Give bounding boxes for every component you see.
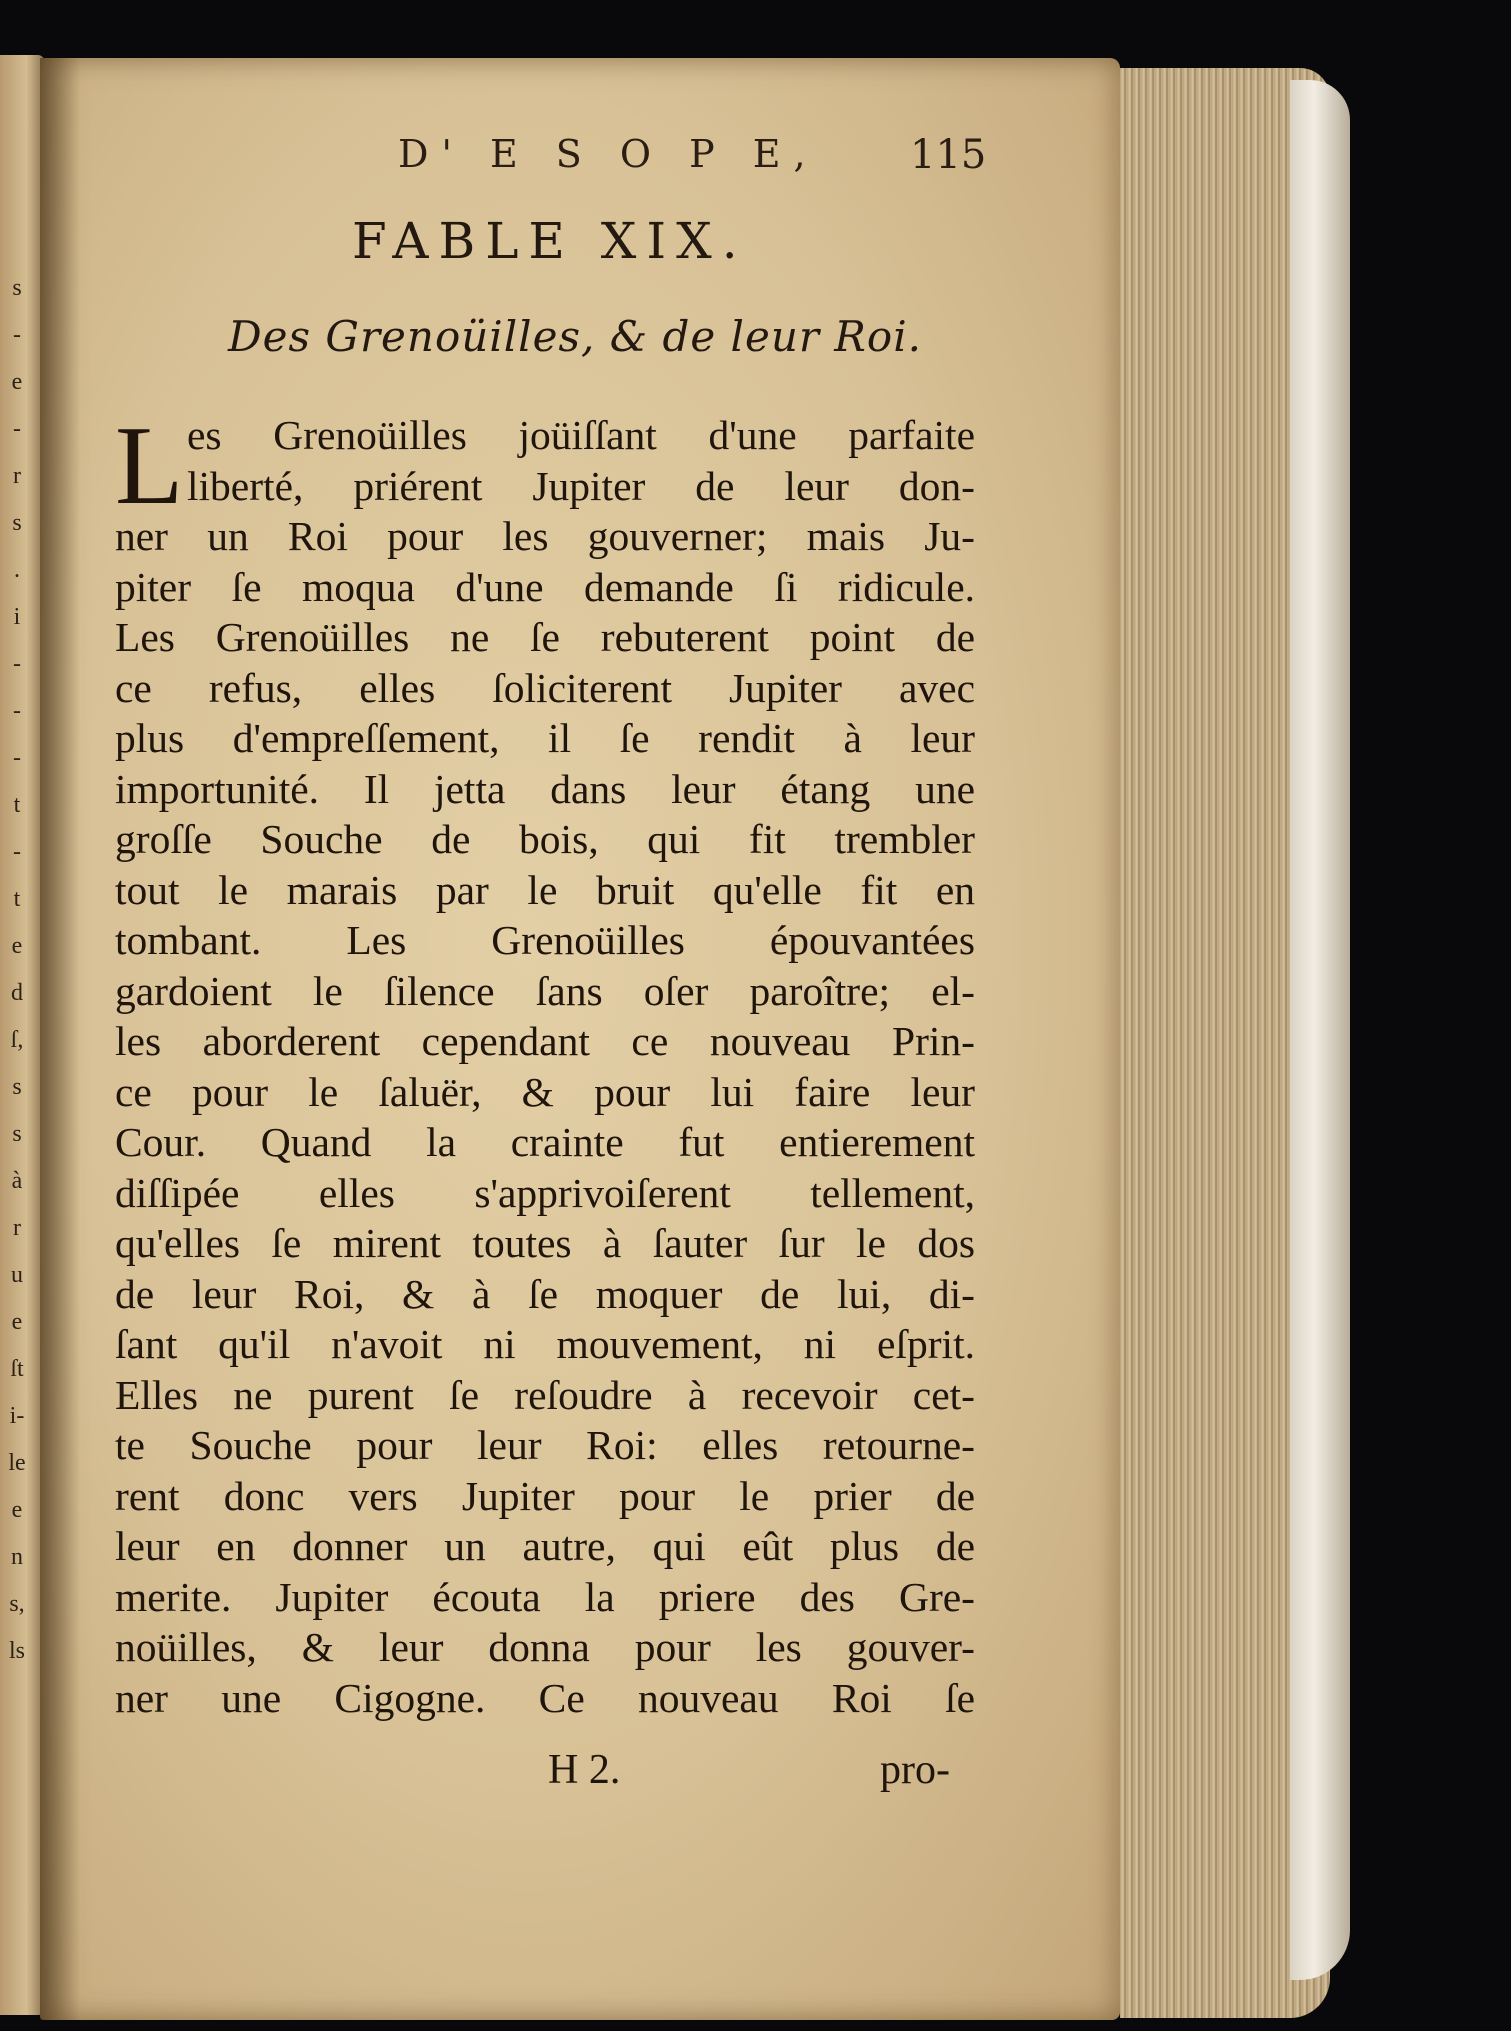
margin-fragment: d bbox=[11, 980, 23, 1006]
fable-text bbox=[115, 404, 975, 1723]
fable-subtitle: Des Grenoüilles, & de leur Roi. bbox=[228, 312, 922, 361]
text-line: piter ſe moqua d'une demande ſi ridicule. bbox=[115, 563, 975, 610]
margin-fragment: à bbox=[11, 1168, 23, 1194]
text-line: ner une Cigogne. Ce nouveau Roi ſe bbox=[115, 1674, 975, 1721]
text-line: tombant. Les Grenoüilles épouvantées bbox=[115, 917, 975, 963]
text-line: ner un Roi pour les gouverner; mais Ju- bbox=[115, 513, 975, 559]
text-line: merite. Jupiter écouta la priere des Gre- bbox=[115, 1573, 975, 1620]
text-line: rent donc vers Jupiter pour le prier de bbox=[115, 1472, 975, 1519]
text-line: groſſe Souche de bois, qui fit trembler bbox=[115, 816, 975, 862]
text-line: Elles ne purent ſe reſoudre à recevoir cet- bbox=[115, 1371, 975, 1418]
text-line: les aborderent cependant ce nouveau Prin- bbox=[115, 1018, 975, 1064]
text-line: plus d'empreſſement, il ſe rendit à leur bbox=[115, 715, 975, 761]
page-gutter-shadow bbox=[40, 58, 80, 2020]
margin-fragment: . bbox=[14, 557, 20, 583]
text-line: ſant qu'il n'avoit ni mouvement, ni eſprit. bbox=[115, 1321, 975, 1367]
margin-fragment: e bbox=[11, 1309, 23, 1335]
text-line: importunité. Il jetta dans leur étang une bbox=[115, 765, 975, 812]
margin-fragment: - bbox=[13, 651, 21, 677]
text-line: liberté, priérent Jupiter de leur don- bbox=[187, 462, 975, 509]
margin-fragment: s bbox=[12, 510, 22, 536]
margin-fragment: r bbox=[13, 463, 21, 489]
margin-fragment: i- bbox=[9, 1403, 25, 1429]
fable-title: FABLE XIX. bbox=[352, 212, 748, 270]
text-line: te Souche pour leur Roi: elles retourne- bbox=[115, 1422, 975, 1468]
text-line: ce pour le ſaluër, & pour lui faire leur bbox=[115, 1068, 975, 1115]
text-line: Cour. Quand la crainte fut entierement bbox=[115, 1119, 975, 1165]
margin-fragment: - bbox=[13, 839, 21, 865]
text-line: es Grenoüilles joüiſſant d'une parfaite bbox=[187, 412, 975, 458]
drop-cap: L bbox=[115, 404, 184, 528]
margin-fragment: i bbox=[13, 604, 21, 630]
text-line: qu'elles ſe mirent toutes à ſauter ſur le dos bbox=[115, 1220, 975, 1266]
text-line: gardoient le ſilence ſans oſer paroître; el- bbox=[115, 967, 975, 1014]
margin-fragment: e bbox=[11, 369, 23, 395]
margin-fragment: n bbox=[11, 1544, 23, 1570]
margin-fragment: - bbox=[13, 698, 21, 724]
margin-fragment: e bbox=[11, 1497, 23, 1523]
margin-fragment: t bbox=[13, 886, 21, 912]
text-line: leur en donner un autre, qui eût plus de bbox=[115, 1523, 975, 1569]
text-line: de leur Roi, & à ſe moquer de lui, di- bbox=[115, 1270, 975, 1317]
text-line: ce refus, elles ſoliciterent Jupiter avec bbox=[115, 664, 975, 711]
margin-fragment: le bbox=[8, 1450, 26, 1476]
margin-fragment: s bbox=[12, 1121, 22, 1147]
margin-fragment: - bbox=[13, 745, 21, 771]
left-margin-fragments bbox=[2, 265, 32, 1675]
margin-fragment: - bbox=[13, 322, 21, 348]
running-head: D' E S O P E, bbox=[398, 132, 819, 176]
margin-fragment: ls bbox=[8, 1638, 25, 1664]
margin-fragment: ſ, bbox=[10, 1027, 24, 1053]
margin-fragment: e bbox=[11, 933, 23, 959]
vellum-binding bbox=[1290, 80, 1350, 1980]
margin-fragment: - bbox=[13, 416, 21, 442]
margin-fragment: s bbox=[12, 275, 22, 301]
text-line: noüilles, & leur donna pour les gouver- bbox=[115, 1624, 975, 1670]
text-line: Les Grenoüilles ne ſe rebuterent point de bbox=[115, 614, 975, 660]
margin-fragment: s bbox=[12, 1074, 22, 1100]
margin-fragment: r bbox=[13, 1215, 21, 1241]
page-number: 115 bbox=[910, 132, 987, 178]
margin-fragment: u bbox=[11, 1262, 23, 1288]
text-line: diſſipée elles s'apprivoiſerent tellement, bbox=[115, 1169, 975, 1216]
catchword: pro- bbox=[880, 1747, 950, 1793]
left-page-edge bbox=[0, 55, 44, 2015]
signature-mark: H 2. bbox=[548, 1747, 621, 1793]
margin-fragment: s, bbox=[9, 1591, 25, 1617]
text-line: tout le marais par le bruit qu'elle fit en bbox=[115, 866, 975, 913]
margin-fragment: ſt bbox=[10, 1356, 24, 1382]
margin-fragment: t bbox=[13, 792, 21, 818]
